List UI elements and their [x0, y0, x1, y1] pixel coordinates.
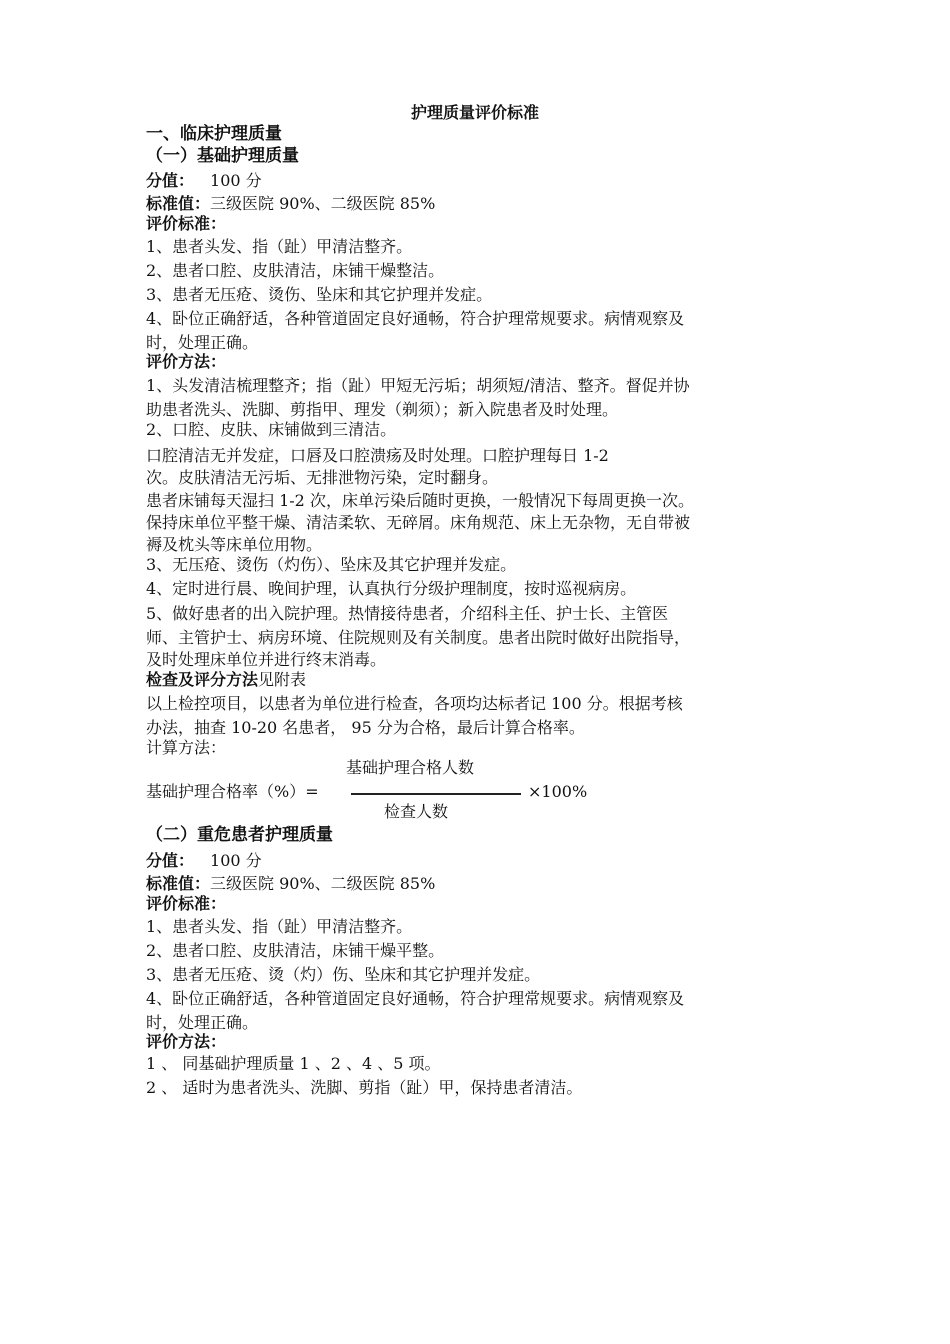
method-line: 2 、 适时为患者洗头、洗脚、剪指（趾）甲，保持患者清洁。	[146, 1078, 583, 1097]
criteria-item: 时，处理正确。	[146, 333, 259, 352]
section-heading-clinical: 一、临床护理质量	[146, 124, 282, 144]
check-text: 以上检控项目，以患者为单位进行检查，各项均达标者记 100 分。根据考核	[146, 694, 683, 713]
standard-label: 标准值：	[146, 874, 211, 893]
criteria-item: 2、患者口腔、皮肤清洁，床铺干燥平整。	[146, 941, 445, 960]
score-label: 分值：	[146, 851, 195, 870]
criteria-item: 4、卧位正确舒适，各种管道固定良好通畅，符合护理常规要求。病情观察及	[146, 989, 685, 1008]
method-line: 患者床铺每天湿扫 1-2 次，床单污染后随时更换，一般情况下每周更换一次。	[146, 491, 694, 510]
criteria-item: 3、患者无压疮、烫（灼）伤、坠床和其它护理并发症。	[146, 965, 541, 984]
standard-value: 三级医院 90%、二级医院 85%	[210, 194, 436, 213]
document-title: 护理质量评价标准	[410, 103, 539, 122]
criteria-item: 2、患者口腔、皮肤清洁，床铺干燥整洁。	[146, 261, 445, 280]
check-label: 检查及评分方法	[146, 670, 259, 689]
method-line: 助患者洗头、洗脚、剪指甲、理发（剃须）；新入院患者及时处理。	[146, 400, 619, 419]
formula-right: ×100%	[528, 782, 588, 801]
criteria-item: 1、患者头发、指（趾）甲清洁整齐。	[146, 237, 413, 256]
method-line: 3、无压疮、烫伤（灼伤）、坠床及其它护理并发症。	[146, 555, 517, 574]
subsection-heading-basic: （一）基础护理质量	[146, 146, 299, 166]
score-value: 100 分	[210, 171, 262, 190]
method-line: 次。皮肤清洁无污垢、无排泄物污染，定时翻身。	[146, 468, 499, 487]
method-label: 评价方法：	[146, 352, 227, 371]
score-line	[146, 171, 262, 191]
method-line: 1、头发清洁梳理整齐；指（趾）甲短无污垢；胡须短/清洁、整齐。督促并协	[146, 376, 690, 395]
criteria-item: 4、卧位正确舒适，各种管道固定良好通畅，符合护理常规要求。病情观察及	[146, 309, 685, 328]
method-line: 保持床单位平整干燥、清洁柔软、无碎屑。床角规范、床上无杂物，无自带被	[146, 513, 691, 532]
method-line: 2、口腔、皮肤、床铺做到三清洁。	[146, 420, 397, 439]
standard-value: 三级医院 90%、二级医院 85%	[210, 874, 436, 893]
calc-label: 计算方法：	[146, 738, 227, 757]
score-label: 分值：	[146, 171, 195, 190]
formula-fraction-bar	[351, 793, 521, 795]
score-value: 100 分	[210, 851, 262, 870]
check-suffix: 见附表	[258, 670, 307, 689]
method-line: 4、定时进行晨、晚间护理，认真执行分级护理制度，按时巡视病房。	[146, 579, 637, 598]
standard-line	[146, 194, 435, 214]
formula-numerator: 基础护理合格人数	[346, 758, 475, 777]
method-line: 师、主管护士、病房环境、住院规则及有关制度。患者出院时做好出院指导，	[146, 628, 691, 647]
criteria-label: 评价标准：	[146, 894, 227, 913]
method-line: 1 、 同基础护理质量 1 、2 、4 、5 项。	[146, 1054, 441, 1073]
check-text: 办法，抽查 10-20 名患者， 95 分为合格，最后计算合格率。	[146, 718, 585, 737]
score-line	[146, 851, 262, 871]
subsection-heading-critical: （二）重危患者护理质量	[146, 825, 333, 845]
method-label: 评价方法：	[146, 1032, 227, 1051]
formula-denominator: 检查人数	[384, 802, 449, 821]
criteria-item: 时，处理正确。	[146, 1013, 259, 1032]
standard-line	[146, 874, 435, 894]
method-line: 口腔清洁无并发症，口唇及口腔溃疡及时处理。口腔护理每日 1-2	[146, 446, 609, 465]
check-line	[146, 670, 306, 690]
criteria-item: 1、患者头发、指（趾）甲清洁整齐。	[146, 917, 413, 936]
method-line: 5、做好患者的出入院护理。热情接待患者，介绍科主任、护士长、主管医	[146, 604, 669, 623]
method-line: 及时处理床单位并进行终末消毒。	[146, 650, 387, 669]
standard-label: 标准值：	[146, 194, 211, 213]
formula-left: 基础护理合格率（%）=	[146, 782, 319, 801]
method-line: 褥及枕头等床单位用物。	[146, 535, 323, 554]
criteria-label: 评价标准：	[146, 214, 227, 233]
criteria-item: 3、患者无压疮、烫伤、坠床和其它护理并发症。	[146, 285, 493, 304]
